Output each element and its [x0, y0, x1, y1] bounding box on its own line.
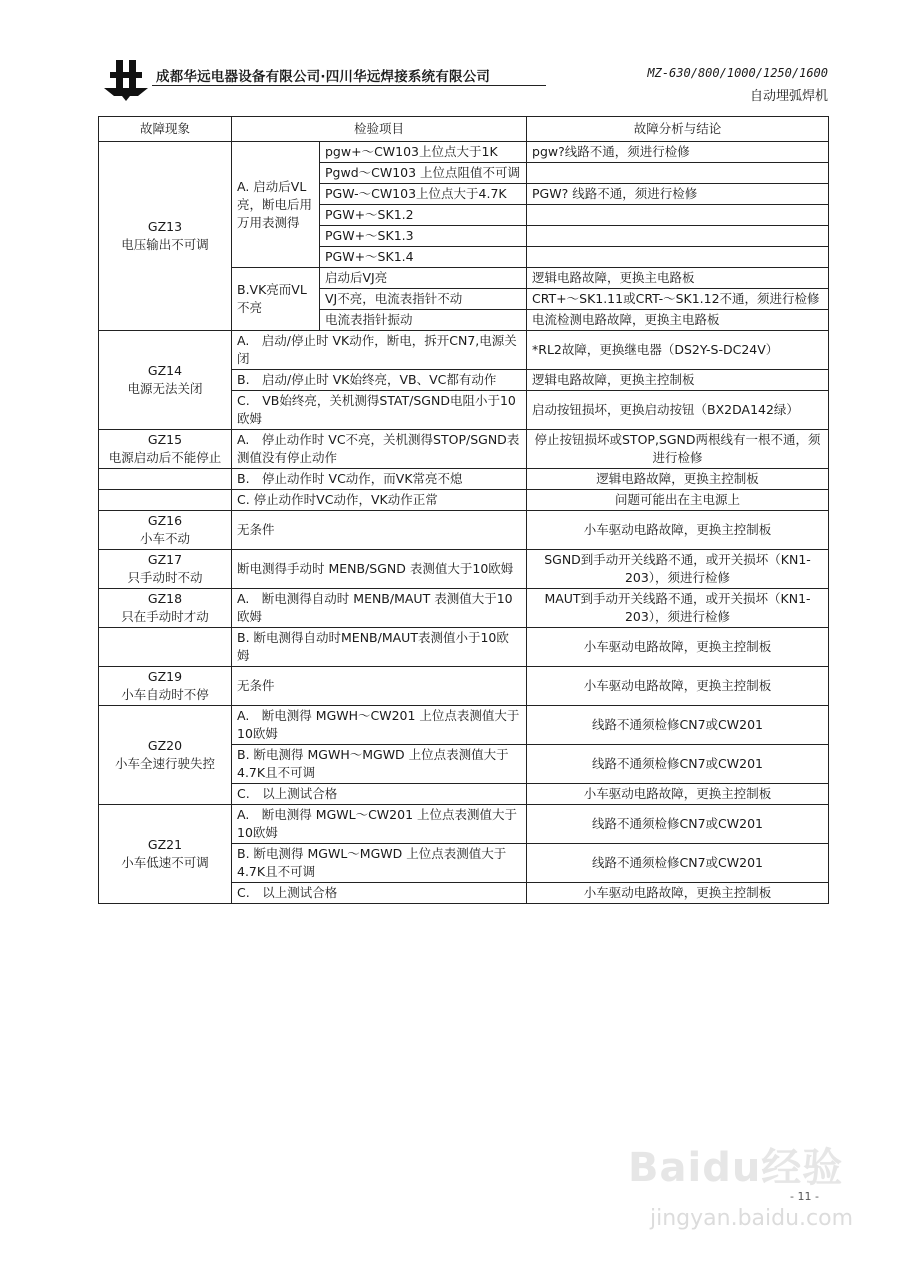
fault-cell [99, 430, 232, 469]
inspection-item: PGW-～CW103上位点大于4.7K [320, 184, 527, 205]
inspection-item: 断电测得手动时 MENB/SGND 表测值大于10欧姆 [232, 550, 527, 589]
analysis-result: CRT+～SK1.11或CRT-～SK1.12不通，须进行检修 [527, 289, 829, 310]
inspection-item: 无条件 [232, 667, 527, 706]
analysis-result: SGND到手动开关线路不通，或开关损坏（KN1-203），须进行检修 [527, 550, 829, 589]
inspection-item: B. 停止动作时 VC动作，而VK常亮不熄 [232, 469, 527, 490]
analysis-result: 电流检测电路故障，更换主电路板 [527, 310, 829, 331]
fault-code: GZ18 [147, 591, 183, 606]
inspection-item: A. 停止动作时 VC不亮，关机测得STOP/SGND表测值没有停止动作 [232, 430, 527, 469]
table-row [99, 469, 829, 490]
inspection-item: pgw+～CW103上位点大于1K [320, 142, 527, 163]
fault-cell [99, 511, 232, 550]
inspection-item: C. 停止动作时VC动作，VK动作正常 [232, 490, 527, 511]
analysis-result: 小车驱动电路故障，更换主控制板 [527, 883, 829, 904]
analysis-result [527, 226, 829, 247]
analysis-result: 逻辑电路故障，更换主控制板 [527, 370, 829, 391]
model-number: MZ-630/800/1000/1250/1600 [647, 66, 828, 80]
baidu-watermark [628, 1136, 868, 1246]
analysis-result: 线路不通须检修CN7或CW201 [527, 805, 829, 844]
inspection-item: C. 以上测试合格 [232, 883, 527, 904]
fault-name: 只手动时不动 [127, 570, 203, 585]
analysis-result: pgw?线路不通，须进行检修 [527, 142, 829, 163]
fault-cell [99, 667, 232, 706]
analysis-result: 小车驱动电路故障，更换主控制板 [527, 784, 829, 805]
inspection-item: B. 断电测得 MGWL～MGWD 上位点表测值大于4.7K且不可调 [232, 844, 527, 883]
analysis-result: 线路不通须检修CN7或CW201 [527, 745, 829, 784]
analysis-result: 小车驱动电路故障，更换主控制板 [527, 667, 829, 706]
inspection-item: B. 启动/停止时 VK始终亮，VB、VC都有动作 [232, 370, 527, 391]
fault-code: GZ15 [147, 432, 183, 447]
inspection-item: 电流表指针振动 [320, 310, 527, 331]
table-row [99, 142, 829, 163]
analysis-result: 线路不通须检修CN7或CW201 [527, 706, 829, 745]
table-row [99, 628, 829, 667]
analysis-result: 逻辑电路故障，更换主控制板 [527, 469, 829, 490]
analysis-result: 线路不通须检修CN7或CW201 [527, 844, 829, 883]
table-row [99, 490, 829, 511]
fault-code: GZ17 [147, 552, 183, 567]
table-row [99, 331, 829, 370]
fault-code: GZ21 [147, 837, 183, 852]
analysis-result: 小车驱动电路故障，更换主控制板 [527, 628, 829, 667]
inspection-item: Pgwd～CW103 上位点阻值不可调 [320, 163, 527, 184]
empty-fault-cell [99, 490, 232, 511]
inspection-item: C. 以上测试合格 [232, 784, 527, 805]
table-header-row [99, 117, 829, 142]
analysis-result: 逻辑电路故障，更换主电路板 [527, 268, 829, 289]
inspection-item: A. 断电测得 MGWH～CW201 上位点表测值大于10欧姆 [232, 706, 527, 745]
analysis-result [527, 247, 829, 268]
fault-code: GZ20 [147, 738, 183, 753]
header-underline [152, 85, 546, 86]
table-row [99, 805, 829, 844]
inspection-item: C. VB始终亮，关机测得STAT/SGND电阻小于10欧姆 [232, 391, 527, 430]
fault-table [98, 116, 829, 904]
company-name: 成都华远电器设备有限公司·四川华远焊接系统有限公司 [156, 69, 491, 85]
fault-name: 只在手动时才动 [121, 609, 209, 624]
fault-code: GZ14 [147, 363, 183, 378]
fault-cell [99, 805, 232, 904]
empty-fault-cell [99, 469, 232, 490]
inspection-item: 启动后VJ亮 [320, 268, 527, 289]
empty-fault-cell [99, 628, 232, 667]
analysis-result [527, 205, 829, 226]
header-analysis: 故障分析与结论 [527, 117, 829, 142]
table-row [99, 706, 829, 745]
analysis-result: 小车驱动电路故障，更换主控制板 [527, 511, 829, 550]
analysis-result: 启动按钮损坏，更换启动按钮（BX2DA142绿） [527, 391, 829, 430]
inspection-item: PGW+～SK1.2 [320, 205, 527, 226]
fault-name: 电源无法关闭 [127, 381, 203, 396]
watermark-brand: Baidu经验 [628, 1145, 844, 1191]
page-header [100, 54, 828, 114]
fault-cell [99, 142, 232, 331]
header-fault: 故障现象 [99, 117, 232, 142]
fault-cell [99, 706, 232, 805]
fault-name: 电源启动后不能停止 [108, 450, 222, 465]
analysis-result: *RL2故障，更换继电器（DS2Y-S-DC24V） [527, 331, 829, 370]
inspection-item: PGW+～SK1.4 [320, 247, 527, 268]
analysis-result: PGW? 线路不通，须进行检修 [527, 184, 829, 205]
inspection-item: PGW+～SK1.3 [320, 226, 527, 247]
fault-name: 小车全速行驶失控 [114, 756, 215, 771]
page-number: - 11 - [790, 1190, 819, 1203]
table-row [99, 511, 829, 550]
table-row [99, 430, 829, 469]
analysis-result: 问题可能出在主电源上 [527, 490, 829, 511]
inspection-item: A. 启动/停止时 VK动作，断电，拆开CN7,电源关闭 [232, 331, 527, 370]
watermark-url: jingyan.baidu.com [650, 1206, 854, 1231]
fault-cell [99, 550, 232, 589]
company-logo-icon [100, 58, 152, 102]
fault-cell [99, 331, 232, 430]
inspection-item: B. 断电测得自动时MENB/MAUT表测值小于10欧姆 [232, 628, 527, 667]
fault-name: 小车不动 [139, 531, 190, 546]
fault-code: GZ19 [147, 669, 183, 684]
fault-code: GZ13 [147, 219, 183, 234]
inspection-item: 无条件 [232, 511, 527, 550]
analysis-result: 停止按钮损坏或STOP,SGND两根线有一根不通，须进行检修 [527, 430, 829, 469]
inspection-item: A. 断电测得 MGWL～CW201 上位点表测值大于10欧姆 [232, 805, 527, 844]
document-subtitle: 自动埋弧焊机 [749, 89, 828, 104]
table-row [99, 550, 829, 589]
fault-cell [99, 589, 232, 628]
fault-name: 电压输出不可调 [121, 237, 209, 252]
condition-label: B.VK亮而VL不亮 [232, 268, 320, 331]
inspection-item: B. 断电测得 MGWH～MGWD 上位点表测值大于4.7K且不可调 [232, 745, 527, 784]
fault-name: 小车低速不可调 [121, 855, 209, 870]
analysis-result: MAUT到手动开关线路不通，或开关损坏（KN1-203），须进行检修 [527, 589, 829, 628]
header-inspection: 检验项目 [232, 117, 527, 142]
fault-code: GZ16 [147, 513, 183, 528]
table-row [99, 589, 829, 628]
table-row [99, 667, 829, 706]
inspection-item: A. 断电测得自动时 MENB/MAUT 表测值大于10欧姆 [232, 589, 527, 628]
condition-label: A. 启动后VL亮，断电后用万用表测得 [232, 142, 320, 268]
inspection-item: VJ不亮，电流表指针不动 [320, 289, 527, 310]
analysis-result [527, 163, 829, 184]
fault-name: 小车自动时不停 [121, 687, 209, 702]
